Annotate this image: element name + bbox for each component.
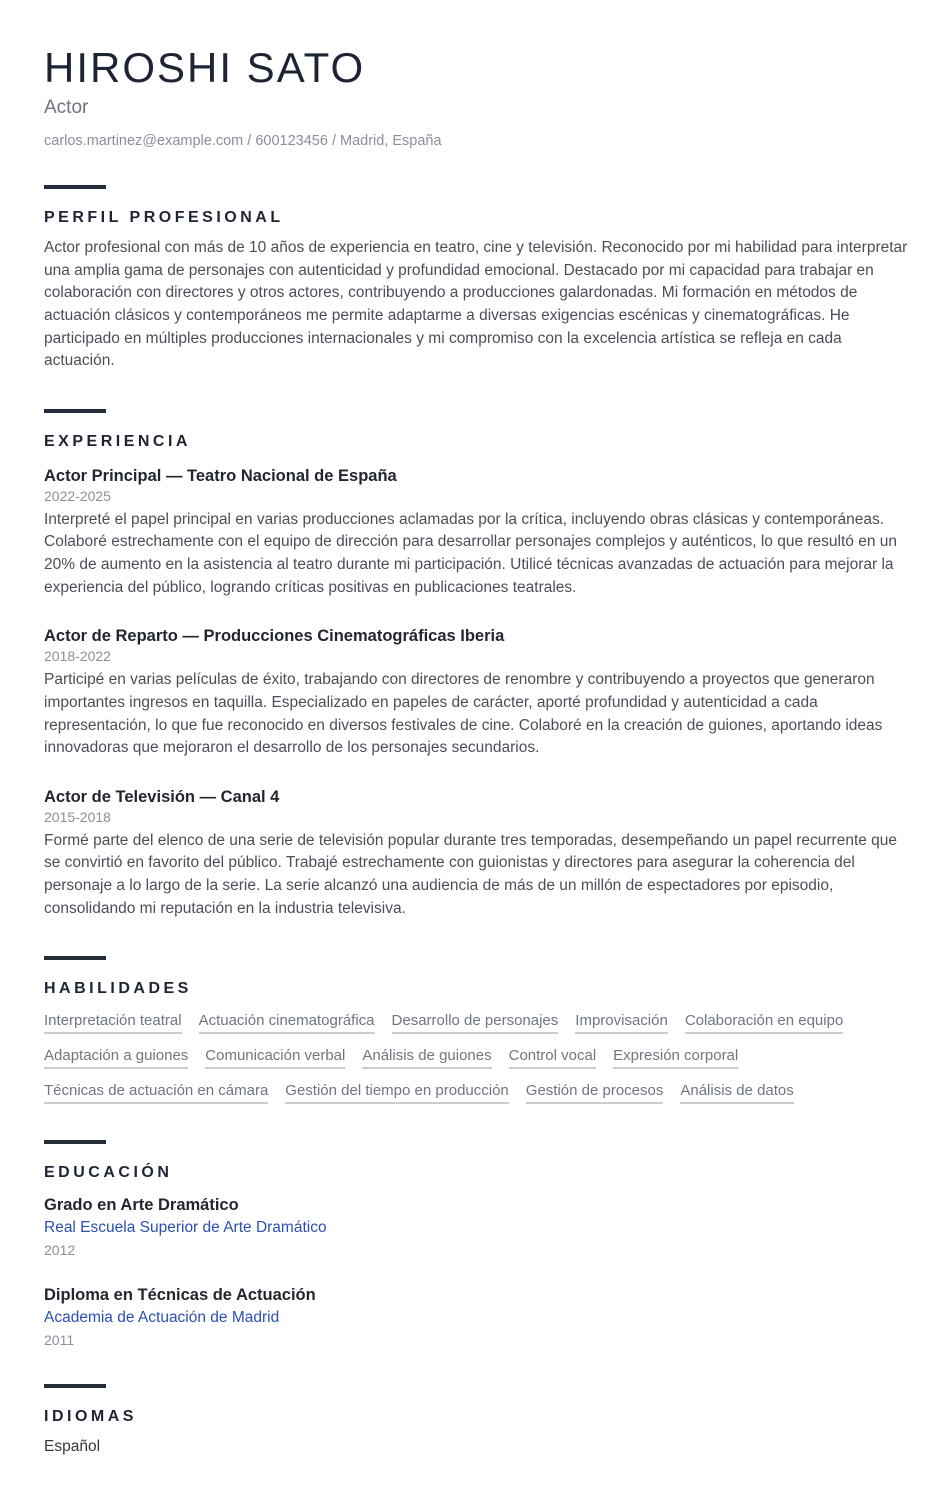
skill-item: Análisis de datos xyxy=(680,1082,793,1104)
job-description: Participé en varias películas de éxito, trabajando con directores de renombre y contribuyendo a proyectos que generaron importantes ingresos en taquilla. Especializado en papeles de carácter, aporté profundidad y autenticidad a cada representación, lo que fue reconocido en diversos festivales de cine. Colaboré en la creación de guiones, aportando ideas innovadoras que mejoraron el desarrollo de los personajes secundarios. xyxy=(44,671,883,757)
section-divider xyxy=(44,409,106,413)
skills-list xyxy=(44,1012,864,1104)
graduation-year: 2012 xyxy=(44,1242,76,1259)
job-entry xyxy=(44,627,908,760)
job-dates: 2018-2022 xyxy=(44,648,111,665)
contact-line: carlos.martinez@example.com / 600123456 / Madrid, España xyxy=(44,133,442,150)
job-description: Formé parte del elenco de una serie de televisión popular durante tres temporadas, desempeñando un papel recurrente que se convirtió en favorito del público. Trabajé estrechamente con guionistas y directores para asegurar la coherencia del personaje a lo largo de la serie. La serie alcanzó una audiencia de más de un millón de espectadores por episodio, consolidando mi reputación en la industria televisiva. xyxy=(44,831,898,917)
job-entry xyxy=(44,788,908,921)
profile-heading: PERFIL PROFESIONAL xyxy=(44,209,284,227)
section-experience xyxy=(44,409,908,921)
school-link[interactable]: Real Escuela Superior de Arte Dramático xyxy=(44,1219,327,1237)
section-skills xyxy=(44,956,908,1104)
skill-item: Improvisación xyxy=(575,1012,668,1034)
section-profile xyxy=(44,185,908,373)
skill-item: Desarrollo de personajes xyxy=(392,1012,559,1034)
skill-item: Comunicación verbal xyxy=(205,1047,345,1069)
skill-item: Actuación cinematográfica xyxy=(199,1012,375,1034)
skill-item: Análisis de guiones xyxy=(362,1047,491,1069)
job-dates: 2015-2018 xyxy=(44,808,111,825)
languages-heading: IDIOMAS xyxy=(44,1408,137,1426)
education-entry xyxy=(44,1196,908,1258)
section-divider xyxy=(44,185,106,189)
language-item: Español xyxy=(44,1438,101,1456)
candidate-role: Actor xyxy=(44,97,89,119)
skill-item: Control vocal xyxy=(509,1047,597,1069)
section-languages xyxy=(44,1384,908,1456)
job-entry xyxy=(44,467,908,600)
skills-heading: HABILIDADES xyxy=(44,980,192,998)
resume-header xyxy=(44,46,908,149)
skill-item: Interpretación teatral xyxy=(44,1012,182,1034)
candidate-name: HIROSHI SATO xyxy=(44,44,366,91)
job-title: Actor de Televisión — Canal 4 xyxy=(44,787,280,806)
skill-item: Técnicas de actuación en cámara xyxy=(44,1082,268,1104)
job-title: Actor Principal — Teatro Nacional de España xyxy=(44,466,397,485)
education-entry xyxy=(44,1286,908,1348)
job-description: Interpreté el papel principal en varias producciones aclamadas por la crítica, incluyendo obras clásicas y contemporáneas. Colaboré estrechamente con el equipo de dirección para desarrollar personajes complejos y auténticos, lo que resultó en un 20% de aumento en la asistencia al teatro durante mi participación. Utilicé técnicas avanzadas de actuación para mejorar la experiencia del público, logrando críticas positivas en publicaciones teatrales. xyxy=(44,510,898,596)
education-heading: EDUCACIÓN xyxy=(44,1164,173,1182)
graduation-year: 2011 xyxy=(44,1332,75,1349)
skill-item: Colaboración en equipo xyxy=(685,1012,843,1034)
section-divider xyxy=(44,1384,106,1388)
section-education xyxy=(44,1140,908,1348)
job-dates: 2022-2025 xyxy=(44,487,111,504)
section-divider xyxy=(44,956,106,960)
section-divider xyxy=(44,1140,106,1144)
skill-item: Gestión de procesos xyxy=(526,1082,664,1104)
skill-item: Gestión del tiempo en producción xyxy=(285,1082,508,1104)
degree-title: Grado en Arte Dramático xyxy=(44,1196,239,1215)
skill-item: Expresión corporal xyxy=(613,1047,738,1069)
job-title: Actor de Reparto — Producciones Cinematográficas Iberia xyxy=(44,627,505,646)
profile-text: Actor profesional con más de 10 años de experiencia en teatro, cine y televisión. Reconocido por mi habilidad para interpretar una amplia gama de personajes con autenticidad y profundidad emocional. Destacado por mi capacidad para trabajar en colaboración con directores y otros actores, contribuyendo a producciones galardonadas. Mi formación en métodos de actuación clásicos y contemporáneos me permite adaptarme a diversas exigencias escénicas y cinematográficas. He participado en múltiples producciones internacionales y mi compromiso con la excelencia artística se refleja en cada actuación. xyxy=(44,239,908,370)
experience-heading: EXPERIENCIA xyxy=(44,432,191,450)
degree-title: Diploma en Técnicas de Actuación xyxy=(44,1286,316,1305)
school-link[interactable]: Academia de Actuación de Madrid xyxy=(44,1309,280,1327)
skill-item: Adaptación a guiones xyxy=(44,1047,188,1069)
